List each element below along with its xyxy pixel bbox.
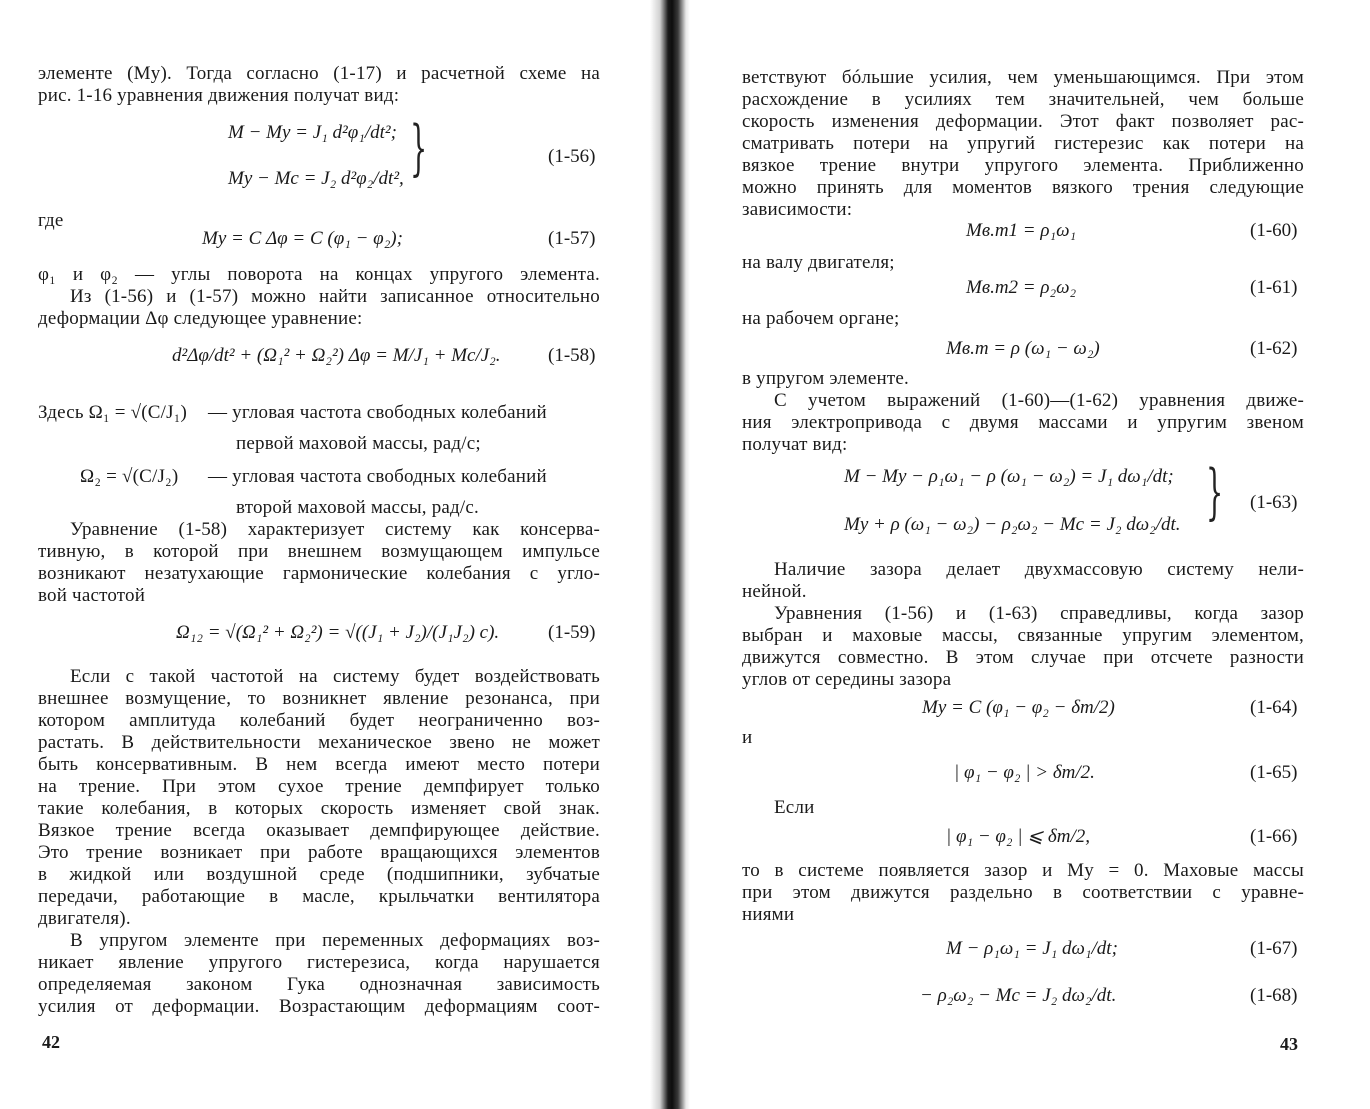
omega1-description: первой маховой массы, рад/с; [236,433,481,454]
equation-number: (1-67) [1250,938,1298,959]
equation-1-61: Mв.т2 = ρ₂ω₂ [966,277,1077,298]
page-number: 42 [42,1032,60,1052]
equation-number: (1-68) [1250,985,1298,1006]
text-line: φ₁ и φ₂ — углы поворота на концах упругого элемента. [38,264,600,285]
equation-1-58: d²Δφ/dt² + (Ω₁² + Ω₂²) Δφ = M/J₁ + Mс/J₂. [172,345,501,366]
equation-1-56-line1: M − Mу = J₁ d²φ₁/dt²; [228,122,397,143]
equation-number: (1-65) [1250,762,1298,783]
equation-number: (1-58) [548,345,596,366]
text-line: и [742,727,753,748]
paragraph-line: никает явление упругого гистерезиса, когда нарушается [38,952,600,973]
omega1-definition: Здесь Ω₁ = √(C/J₁) [38,402,188,423]
equation-number: (1-63) [1250,492,1298,513]
paragraph-line: на трение. При этом сухое трение демпфирует только [38,776,600,797]
equation-1-67: M − ρ₁ω₁ = J₁ dω₁/dt; [946,938,1118,959]
book-spine-gutter [650,0,690,1109]
paragraph-line: можно принять для моментов вязкого трения следующие [742,177,1304,198]
paragraph-line: сматривать потери на упругий гистерезис как потери на [742,133,1304,154]
paragraph-line: Это трение возникает при работе вращающихся элементов [38,842,600,863]
paragraph-line: С учетом выражений (1-60)—(1-62) уравнения движе- [774,390,1304,411]
right-brace: } [1206,457,1224,527]
paragraph-line: при этом движутся раздельно в соответствии с уравне- [742,882,1304,903]
paragraph-line: ния электропривода с двумя массами и упругим звеном [742,412,1304,433]
equation-number: (1-57) [548,228,596,249]
paragraph-line: внешнее возмущение, то возникнет явление резонанса, при [38,688,600,709]
paragraph-line: усилия от деформации. Возрастающим деформациям соот- [38,996,600,1017]
equation-1-65: | φ₁ − φ₂ | > δm/2. [954,762,1095,783]
paragraph-line: такие колебания, в которых скорость изменяет свой знак. [38,798,600,819]
text-line: где [38,210,64,231]
equation-number: (1-64) [1250,697,1298,718]
equation-1-59: Ω₁₂ = √(Ω₁² + Ω₂²) = √((J₁ + J₂)/(J₁J₂) c). [176,622,500,643]
paragraph-line: возникают незатухающие гармонические колебания с угло- [38,563,600,584]
equation-number: (1-56) [548,146,596,167]
paragraph-line: котором амплитуда колебаний будет неограниченно воз- [38,710,600,731]
equation-1-63-line2: Mу + ρ (ω₁ − ω₂) − ρ₂ω₂ − Mс = J₂ dω₂/dt. [844,514,1181,535]
paragraph-line: в жидкой или воздушной среде (подшипники, зубчатые [38,864,600,885]
paragraph-line: нейной. [742,581,807,602]
equation-1-63-line1: M − Mу − ρ₁ω₁ − ρ (ω₁ − ω₂) = J₁ dω₁/dt; [844,466,1174,487]
text-line: на валу двигателя; [742,252,895,273]
equation-number: (1-66) [1250,826,1298,847]
paragraph-line: получат вид: [742,434,848,455]
equation-1-62: Mв.т = ρ (ω₁ − ω₂) [946,338,1100,359]
equation-1-57: Mу = C Δφ = C (φ₁ − φ₂); [202,228,403,249]
paragraph-line: ниями [742,904,795,925]
text-line: Если [774,797,815,818]
paragraph-line: Если с такой частотой на систему будет воздействовать [70,666,600,687]
paragraph-line: зависимости: [742,199,853,220]
paragraph-line: выбран и маховые массы, связанные упругим элементом, [742,625,1304,646]
text-line: в упругом элементе. [742,368,910,389]
text-line: рис. 1-16 уравнения движения получат вид: [38,85,400,106]
text-line: на рабочем органе; [742,308,900,329]
paragraph-line: движутся совместно. В этом случае при отсчете разности [742,647,1304,668]
paragraph-line: тивную, в которой при внешнем возмущающем импульсе [38,541,600,562]
text-line: Из (1-56) и (1-57) можно найти записанное относительно [70,286,600,307]
paragraph-line: определяемая законом Гука однозначная зависимость [38,974,600,995]
omega2-definition: Ω₂ = √(C/J₂) [80,466,179,487]
paragraph-line: В упругом элементе при переменных деформациях воз- [70,930,600,951]
paragraph-line: Вязкое трение всегда оказывает демпфирующее действие. [38,820,600,841]
equation-1-60: Mв.т1 = ρ₁ω₁ [966,220,1077,241]
paragraph-line: растать. В действительности механическое звено не может [38,732,600,753]
paragraph-line: вязкое трение внутри упругого элемента. Приближенно [742,155,1304,176]
paragraph-line: передачи, работающие в масле, крыльчатки вентилятора [38,886,600,907]
equation-number: (1-62) [1250,338,1298,359]
paragraph-line: Наличие зазора делает двухмассовую систему нели- [774,559,1304,580]
right-brace: } [410,113,428,183]
left-page [0,0,650,1109]
paragraph-line: двигателя). [38,908,131,929]
paragraph-line: скорость изменения деформации. Этот факт позволяет рас- [742,111,1304,132]
paragraph-line: быть консервативным. В нем всегда имеют место потери [38,754,600,775]
paragraph-line: вой частотой [38,585,146,606]
paragraph-line: Уравнения (1-56) и (1-63) справедливы, когда зазор [774,603,1304,624]
equation-1-68: − ρ₂ω₂ − Mс = J₂ dω₂/dt. [920,985,1117,1006]
text-line: деформации Δφ следующее уравнение: [38,308,363,329]
paragraph-line: углов от середины зазора [742,669,952,690]
paragraph-line: то в системе появляется зазор и Mу = 0. Маховые массы [742,860,1304,881]
page-number: 43 [1280,1034,1298,1054]
equation-1-64: Mу = C (φ₁ − φ₂ − δm/2) [922,697,1115,718]
equation-1-56-line2: Mу − Mс = J₂ d²φ₂/dt², [228,168,404,189]
paragraph-line: Уравнение (1-58) характеризует систему как консерва- [70,519,600,540]
paragraph-line: расхождение в усилиях тем значительней, чем больше [742,89,1304,110]
right-page [690,0,1370,1109]
omega2-description: второй маховой массы, рад/с. [236,497,479,518]
omega1-description: — угловая частота свободных колебаний [208,402,547,423]
text-line: элементе (Мy). Тогда согласно (1-17) и расчетной схеме на [38,63,600,84]
equation-number: (1-60) [1250,220,1298,241]
omega2-description: — угловая частота свободных колебаний [208,466,547,487]
equation-number: (1-61) [1250,277,1298,298]
equation-1-66: | φ₁ − φ₂ | ⩽ δm/2, [946,826,1091,847]
paragraph-line: ветствуют бóльшие усилия, чем уменьшающимся. При этом [742,67,1304,88]
equation-number: (1-59) [548,622,596,643]
